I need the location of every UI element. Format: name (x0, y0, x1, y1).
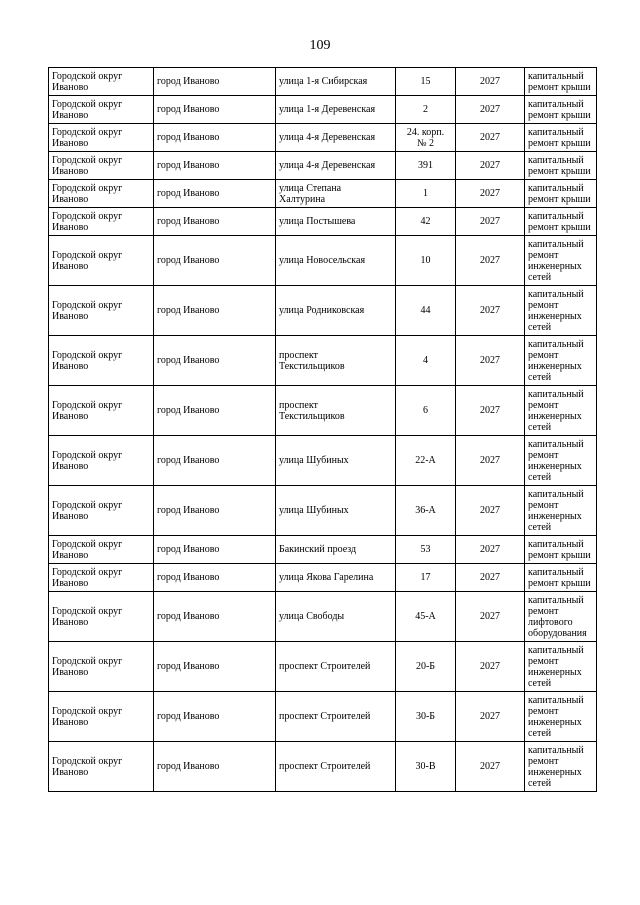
street-cell: улица Шубиных (276, 436, 396, 486)
street-cell: улица 4-я Деревенская (276, 152, 396, 180)
city-cell: город Иваново (154, 124, 276, 152)
district-cell: Городской округ Иваново (49, 592, 154, 642)
table-row (49, 692, 597, 742)
district-cell: Городской округ Иваново (49, 486, 154, 536)
street-cell: улица Новосельская (276, 236, 396, 286)
year-cell: 2027 (456, 436, 525, 486)
work-type-cell: капитальный ремонт крыши (525, 68, 597, 96)
house-number-cell: 4 (396, 336, 456, 386)
house-number-cell: 36-А (396, 486, 456, 536)
street-cell: улица Родниковская (276, 286, 396, 336)
district-cell: Городской округ Иваново (49, 436, 154, 486)
table-row (49, 742, 597, 792)
house-number-cell: 1 (396, 180, 456, 208)
table-body (49, 68, 597, 792)
year-cell: 2027 (456, 742, 525, 792)
street-cell: проспект Строителей (276, 742, 396, 792)
city-cell: город Иваново (154, 208, 276, 236)
table-row (49, 436, 597, 486)
city-cell: город Иваново (154, 436, 276, 486)
house-number-cell: 44 (396, 286, 456, 336)
year-cell: 2027 (456, 486, 525, 536)
year-cell: 2027 (456, 692, 525, 742)
work-type-cell: капитальный ремонт инженерных сетей (525, 236, 597, 286)
city-cell: город Иваново (154, 486, 276, 536)
street-cell: улица Степана Халтурина (276, 180, 396, 208)
work-type-cell: капитальный ремонт инженерных сетей (525, 436, 597, 486)
district-cell: Городской округ Иваново (49, 180, 154, 208)
street-cell: проспект Строителей (276, 642, 396, 692)
house-number-cell: 53 (396, 536, 456, 564)
work-type-cell: капитальный ремонт крыши (525, 536, 597, 564)
district-cell: Городской округ Иваново (49, 742, 154, 792)
street-cell: Бакинский проезд (276, 536, 396, 564)
city-cell: город Иваново (154, 642, 276, 692)
district-cell: Городской округ Иваново (49, 692, 154, 742)
table-row (49, 124, 597, 152)
street-cell: улица Свободы (276, 592, 396, 642)
year-cell: 2027 (456, 336, 525, 386)
street-cell: улица 1-я Деревенская (276, 96, 396, 124)
house-number-cell: 15 (396, 68, 456, 96)
house-number-cell: 10 (396, 236, 456, 286)
city-cell: город Иваново (154, 564, 276, 592)
district-cell: Городской округ Иваново (49, 386, 154, 436)
street-cell: улица Якова Гарелина (276, 564, 396, 592)
city-cell: город Иваново (154, 386, 276, 436)
table-row (49, 386, 597, 436)
work-type-cell: капитальный ремонт крыши (525, 124, 597, 152)
street-cell: проспект Строителей (276, 692, 396, 742)
table-row (49, 642, 597, 692)
house-number-cell: 42 (396, 208, 456, 236)
work-type-cell: капитальный ремонт инженерных сетей (525, 336, 597, 386)
table-row (49, 180, 597, 208)
page-number: 109 (309, 38, 331, 53)
district-cell: Городской округ Иваново (49, 96, 154, 124)
city-cell: город Иваново (154, 336, 276, 386)
city-cell: город Иваново (154, 96, 276, 124)
district-cell: Городской округ Иваново (49, 152, 154, 180)
city-cell: город Иваново (154, 536, 276, 564)
work-type-cell: капитальный ремонт крыши (525, 152, 597, 180)
table-row (49, 536, 597, 564)
year-cell: 2027 (456, 564, 525, 592)
city-cell: город Иваново (154, 152, 276, 180)
house-number-cell: 30-В (396, 742, 456, 792)
city-cell: город Иваново (154, 742, 276, 792)
year-cell: 2027 (456, 536, 525, 564)
district-cell: Городской округ Иваново (49, 286, 154, 336)
work-type-cell: капитальный ремонт крыши (525, 208, 597, 236)
street-cell: улица 1-я Сибирская (276, 68, 396, 96)
year-cell: 2027 (456, 96, 525, 124)
city-cell: город Иваново (154, 692, 276, 742)
district-cell: Городской округ Иваново (49, 236, 154, 286)
work-type-cell: капитальный ремонт крыши (525, 180, 597, 208)
year-cell: 2027 (456, 180, 525, 208)
district-cell: Городской округ Иваново (49, 642, 154, 692)
year-cell: 2027 (456, 642, 525, 692)
city-cell: город Иваново (154, 286, 276, 336)
city-cell: город Иваново (154, 592, 276, 642)
house-number-cell: 2 (396, 96, 456, 124)
table-row (49, 208, 597, 236)
work-type-cell: капитальный ремонт крыши (525, 96, 597, 124)
street-cell: проспект Текстильщиков (276, 336, 396, 386)
work-type-cell: капитальный ремонт инженерных сетей (525, 286, 597, 336)
year-cell: 2027 (456, 386, 525, 436)
table-row (49, 486, 597, 536)
year-cell: 2027 (456, 236, 525, 286)
table-row (49, 336, 597, 386)
work-type-cell: капитальный ремонт инженерных сетей (525, 386, 597, 436)
street-cell: улица Постышева (276, 208, 396, 236)
work-type-cell: капитальный ремонт лифтового оборудования (525, 592, 597, 642)
work-type-cell: капитальный ремонт крыши (525, 564, 597, 592)
work-type-cell: капитальный ремонт инженерных сетей (525, 642, 597, 692)
house-number-cell: 17 (396, 564, 456, 592)
city-cell: город Иваново (154, 180, 276, 208)
house-number-cell: 22-А (396, 436, 456, 486)
district-cell: Городской округ Иваново (49, 336, 154, 386)
city-cell: город Иваново (154, 236, 276, 286)
street-cell: проспект Текстильщиков (276, 386, 396, 436)
district-cell: Городской округ Иваново (49, 124, 154, 152)
year-cell: 2027 (456, 68, 525, 96)
house-number-cell: 30-Б (396, 692, 456, 742)
year-cell: 2027 (456, 286, 525, 336)
street-cell: улица 4-я Деревенская (276, 124, 396, 152)
house-number-cell: 391 (396, 152, 456, 180)
district-cell: Городской округ Иваново (49, 208, 154, 236)
table-row (49, 286, 597, 336)
district-cell: Городской округ Иваново (49, 536, 154, 564)
year-cell: 2027 (456, 208, 525, 236)
district-cell: Городской округ Иваново (49, 68, 154, 96)
table-row (49, 68, 597, 96)
work-type-cell: капитальный ремонт инженерных сетей (525, 742, 597, 792)
year-cell: 2027 (456, 124, 525, 152)
work-type-cell: капитальный ремонт инженерных сетей (525, 486, 597, 536)
year-cell: 2027 (456, 152, 525, 180)
work-type-cell: капитальный ремонт инженерных сетей (525, 692, 597, 742)
address-table (48, 67, 597, 792)
house-number-cell: 45-А (396, 592, 456, 642)
city-cell: город Иваново (154, 68, 276, 96)
table-row (49, 236, 597, 286)
year-cell: 2027 (456, 592, 525, 642)
house-number-cell: 20-Б (396, 642, 456, 692)
table-row (49, 592, 597, 642)
table-row (49, 96, 597, 124)
district-cell: Городской округ Иваново (49, 564, 154, 592)
table-row (49, 152, 597, 180)
house-number-cell: 24. корп. № 2 (396, 124, 456, 152)
house-number-cell: 6 (396, 386, 456, 436)
table-row (49, 564, 597, 592)
street-cell: улица Шубиных (276, 486, 396, 536)
